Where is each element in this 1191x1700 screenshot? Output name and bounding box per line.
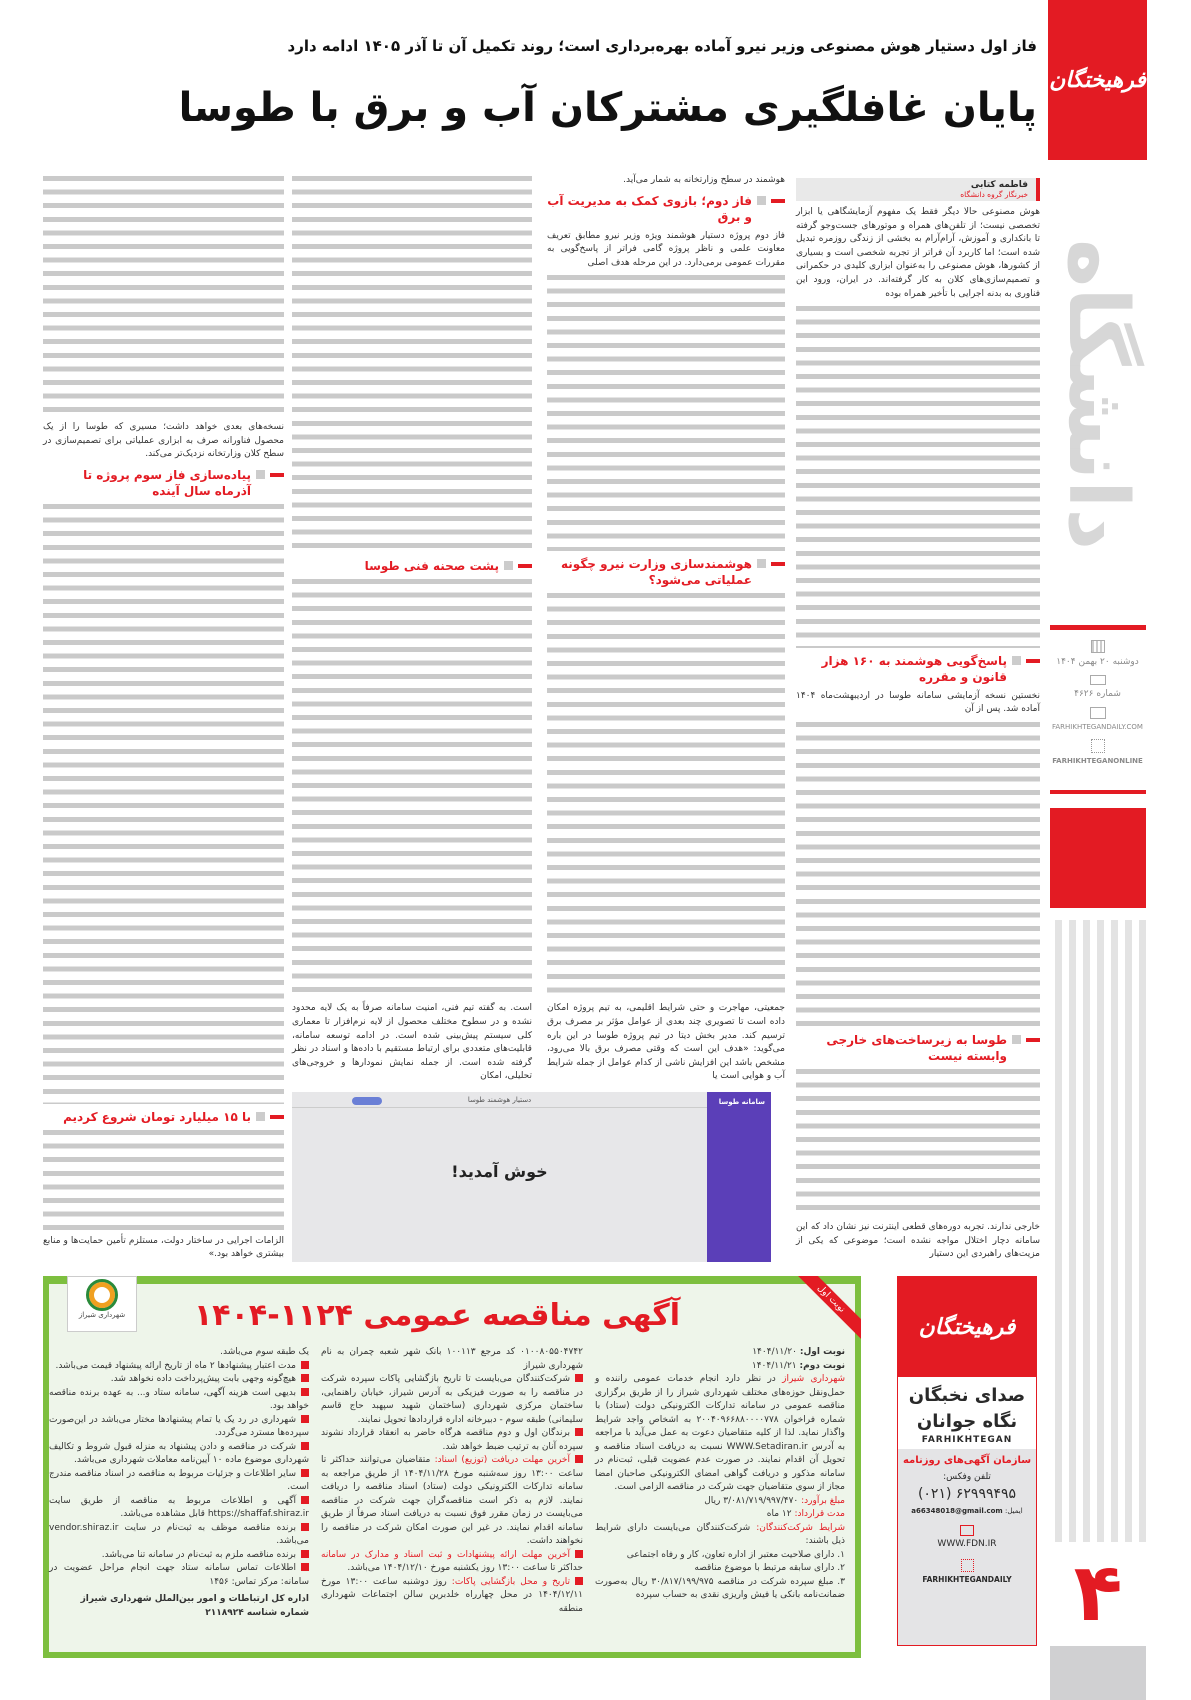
promo-website[interactable]: WWW.FDN.IR: [937, 1539, 997, 1549]
ad-list-item: شرکت در مناقصه و دادن پیشنهاد به منزله قبول شروط و تکالیف شهرداری موضوع ماده ۱۰ آیین‌نامه معاملات شهرداری می‌باشد.: [49, 1441, 309, 1468]
issue-date: دوشنبه ۲۰ بهمن ۱۴۰۴: [1056, 657, 1139, 667]
newspaper-icon: [1090, 675, 1106, 685]
kicker: فاز اول دستیار هوش مصنوعی وزیر نیرو آماده بهره‌برداری است؛ روند تکمیل آن تا آذر ۱۴۰۵ ادامه دارد: [287, 37, 1037, 55]
divider: [1050, 790, 1146, 794]
page-number: ۴: [1073, 1546, 1123, 1639]
body-text-filler: [796, 1069, 1040, 1217]
ad-column-middle: ۰۱۰۰۸۰۵۵۰۴۷۴۲ کد مرجع ۱۰۰۱۱۳ بانک شهر شعبه چمران به نام شهرداری شیراز شرکت‌کنندگان می‌بایست تا تاریخ بازگشایی پاکات سپرده شرکت در مناقصه را به صورت فیزیکی به آدرس شیراز، خیابان راهنمایی، ساختمان مرکزی شهرداری (ساختمان شهید سپهبد حاج قاسم سلیمانی) طبقه سوم - دبیرخانه اداره قراردادها تحویل نمایند. برندگان اول و دوم مناقصه هرگاه حاضر به انعقاد قرارداد نشوند سپرده آنان به ترتیب ضبط خواهد شد. آخرین مهلت دریافت (توزیع) اسناد: متقاضیان می‌توانند حداکثر تا ساعت ۱۳:۰۰ روز سه‌شنبه مورخ ۱۴۰۴/۱۱/۲۸ از طریق مراجعه به سامانه تدارکات الکترونیکی دولت (ستاد) اسناد مناقصه را دریافت نمایند. لازم به ذکر است مناقصه‌گران جهت شرکت در مناقصه می‌بایست در زمان مقرر فوق نسبت به دریافت اسناد صرفاً از طریق سامانه اقدام نمایند. در غیر این صورت امکان شرکت در مناقصه را نخواهند داشت. آخرین مهلت ارائه پیشنهادات و ثبت اسناد و مدارک در سامانه حداکثر تا ساعت ۱۳:۰۰ روز یکشنبه مورخ ۱۴۰۴/۱۲/۱۰ می‌باشد. تاریخ و محل بازگشایی پاکات: روز دوشنبه ساعت ۱۳:۰۰ مورخ ۱۴۰۴/۱۲/۱۱ در محل چهارراه خلدبرین سالن اجتماعات شهرداری منطقه: [321, 1346, 583, 1620]
column-d: [43, 176, 284, 1262]
social-icon: [961, 1559, 974, 1572]
ad-list-item: مدت اعتبار پیشنهادها ۲ ماه از تاریخ ارائه پیشنهاد قیمت می‌باشد.: [49, 1360, 309, 1374]
app-sidebar: سامانه طوسا: [707, 1092, 771, 1262]
ad-list-item: برنده مناقصه ملزم به ثبت‌نام در سامانه تنا می‌باشد.: [49, 1549, 309, 1563]
subheading: با ۱۵ میلیارد تومان شروع کردیم: [43, 1109, 284, 1125]
headline: پایان غافلگیری مشترکان آب و برق با طوسا: [178, 85, 1037, 131]
shiraz-municipality-logo: شهرداری شیراز: [67, 1276, 137, 1332]
ad-list-item: هیچ‌گونه وجهی بابت پیش‌پرداخت داده نخواهد شد.: [49, 1373, 309, 1387]
subheading: پاسخ‌گویی هوشمند به ۱۶۰ هزار قانون و مقرره: [796, 653, 1040, 685]
body-text: فاز دوم پروژه دستیار هوشمند ویژه وزیر نیرو مطابق تعریف معاونت علمی و ناظر پروژه گامی فراتر از پاسخ‌گویی به مقررات عمومی برمی‌دارد. در این مرحله هدف اصلی: [547, 230, 785, 268]
decorative-pattern: [1050, 920, 1146, 1542]
body-text: نخستین نسخه آزمایشی سامانه طوسا در اردیبهشت‌ماه ۱۴۰۴ آماده شد. پس از آن: [796, 690, 1040, 715]
body-text: است. به گفته تیم فنی، امنیت سامانه صرفاً به یک لایه محدود نشده و در سطوح مختلف محصول از لایه نرم‌افزار تا معماری کلی سیستم پیش‌بینی شده است. در ادامه توسعه سامانه، قابلیت‌های متعددی برای ارتباط مستقیم با داده‌ها و اسناد در نظر گرفته شده است. از جمله نمایش نمودارها و خروجی‌های تحلیلی، امکان: [292, 1003, 532, 1082]
ad-list-item: آگهی و اطلاعات مربوط به مناقصه از طریق سایت https://shaffaf.shiraz.ir قابل مشاهده می‌باشد.: [49, 1495, 309, 1522]
body-text: خارجی ندارند. تجربه دوره‌های قطعی اینترنت نیز نشان داد که این سامانه دچار اختلال مواجه نشده است؛ موضوعی که یکی از مزیت‌های راهبردی این دستیار: [796, 1222, 1040, 1260]
body-text-filler: [43, 504, 284, 1104]
column-b: [547, 174, 785, 1084]
divider: [1050, 625, 1146, 630]
photo-button: [352, 1097, 382, 1105]
promo-box: فرهیختگان صدای نخبگان نگاه جوانان FARHIKHTEGAN سازمان آگهی‌های روزنامه تلفن وفکس: (۰۲۱) ۶۲۹۹۹۴۹۵ ایمیل: a66348018@gmail.com WWW.FDN.IR FARHIKHTEGANDAILY: [897, 1276, 1037, 1646]
article-photo: [292, 1092, 771, 1262]
body-text-filler: [43, 1130, 284, 1230]
body-text-filler: [547, 593, 785, 997]
issue-info: [1048, 640, 1147, 765]
ad-list-item: اطلاعات تماس سامانه ستاد جهت انجام مراحل عضویت در سامانه: مرکز تماس: ۱۴۵۶: [49, 1562, 309, 1589]
phone-number: (۰۲۱) ۶۲۹۹۹۴۹۵: [917, 1486, 1017, 1502]
body-text: هوشمند در سطح وزارتخانه به شمار می‌آید.: [623, 175, 785, 185]
website-link[interactable]: FARHIKHTEGANDAILY.COM: [1052, 723, 1143, 731]
welcome-text: خوش آمدید!: [451, 1162, 548, 1181]
issue-number: شماره ۴۶۲۶: [1074, 689, 1121, 699]
tender-advertisement: [43, 1276, 861, 1658]
body-text: جمعیتی، مهاجرت و حتی شرایط اقلیمی، به تیم پروژه امکان داده است تا تصویری چند بعدی از عوامل مؤثر بر مصرف برق ترسیم کند. مدیر بخش دیتا در تیم پروژه طوسا در این باره می‌گوید: «هدف این است که وقتی مصرف برق بالا می‌رود، مشخص باشد این افزایش ناشی از کدام عوامل از جمله شرایط آب و هوایی است یا: [547, 1003, 785, 1082]
body-text-filler: [796, 722, 1040, 1027]
ad-list-item: سایر اطلاعات و جزئیات مربوط به مناقصه در اسناد مناقصه مندرج است.: [49, 1468, 309, 1495]
gray-block: [1050, 1646, 1146, 1700]
ad-list-item: بدیهی است هزینه آگهی، سامانه ستاد و... به عهده برنده مناقصه خواهد بود.: [49, 1387, 309, 1414]
web-icon: [1090, 707, 1106, 719]
body-text-filler: [292, 176, 532, 553]
social-handle: FARHIKHTEGANONLINE: [1052, 757, 1143, 765]
subheading: فاز دوم؛ بازوی کمک به مدیریت آب و برق: [547, 193, 785, 225]
lead-paragraph: هوش مصنوعی حالا دیگر فقط یک مفهوم آزمایشگاهی یا ابزار تخصصی نیست؛ از تلفن‌های همراه و موتورهای جست‌وجو گرفته تا بانکداری و آموزش، آرام‌آرام به بخشی از زندگی روزمره تبدیل شده است؛ اما کاربرد آن فراتر از تجربه شخصی است و بسیاری از کشورها، هوش مصنوعی را به‌عنوان ابزاری کلیدی در حکمرانی و تصمیم‌سازی‌های کلان به کار گرفته‌اند. در ایران، ورود این فناوری به بدنه اجرایی با تأخیر همراه بوده: [796, 207, 1040, 299]
screen-title: دستیار هوشمند طوسا: [292, 1092, 707, 1108]
author-name: فاطمه کتابی: [970, 180, 1028, 190]
red-block: [1050, 808, 1146, 908]
ad-column-left: یک طبقه سوم می‌باشد. مدت اعتبار پیشنهادها ۲ ماه از تاریخ ارائه پیشنهاد قیمت می‌باشد. هیچ‌گونه وجهی بابت پیش‌پرداخت داده نخواهد شد. بدیهی است هزینه آگهی، سامانه ستاد و... به عهده برنده مناقصه خواهد بود. شهرداری در رد یک یا تمام پیشنهادها مختار می‌باشد در این‌صورت سپرده‌ها مسترد می‌گردد. شرکت در مناقصه و دادن پیشنهاد به منزله قبول شروط و تکالیف شهرداری موضوع ماده ۱۰ آیین‌نامه معاملات شهرداری می‌باشد. سایر اطلاعات و جزئیات مربوط به مناقصه در اسناد مناقصه مندرج است. آگهی و اطلاعات مربوط به مناقصه از طریق سایت https://shaffaf.shiraz.ir قابل مشاهده می‌باشد. برنده مناقصه موظف به ثبت‌نام در سایت vendor.shiraz.ir می‌باشد. برنده مناقصه ملزم به ثبت‌نام در سامانه تنا می‌باشد. اطلاعات تماس سامانه ستاد جهت انجام مراحل عضویت در سامانه: مرکز تماس: ۱۴۵۶ اداره کل ارتباطات و امور بین‌الملل شهرداری شیراز شماره شناسه ۲۱۱۸۹۲۴: [49, 1347, 309, 1618]
subheading: پشت صحنه فنی طوسا: [292, 558, 532, 574]
email-link[interactable]: a66348018@gmail.com: [911, 1507, 1003, 1515]
body-text: الزامات اجرایی در ساختار دولت، مستلزم تأمین حمایت‌ها و منابع بیشتری خواهد بود.»: [43, 1235, 284, 1260]
author-role: خبرنگار گروه دانشگاه: [960, 190, 1028, 199]
promo-logo: فرهیختگان: [898, 1277, 1036, 1377]
newspaper-logo: فرهیختگان: [1048, 0, 1147, 160]
subheading: طوسا به زیرساخت‌های خارجی وابسته نیست: [796, 1032, 1040, 1064]
body-text: نسخه‌های بعدی خواهد داشت؛ مسیری که طوسا را از یک محصول فناورانه صرف به ابزاری عملیاتی برای تصمیم‌سازی در سطح کلان وزارتخانه نزدیک‌تر می‌کند.: [43, 422, 284, 460]
calendar-icon: [1091, 640, 1105, 653]
subheading: پیاده‌سازی فاز سوم پروژه تا آذرماه سال آینده: [43, 467, 284, 499]
section-title: دانشگاه: [1050, 239, 1145, 551]
body-text-filler: [292, 579, 532, 998]
column-a: [796, 178, 1040, 1262]
ad-list-item: برنده مناقصه موظف به ثبت‌نام در سایت vendor.shiraz.ir می‌باشد.: [49, 1522, 309, 1549]
body-text-filler: [547, 275, 785, 551]
ad-list-item: شهرداری در رد یک یا تمام پیشنهادها مختار می‌باشد در این‌صورت سپرده‌ها مسترد می‌گردد.: [49, 1414, 309, 1441]
ad-title: آگهی مناقصه عمومی ۱۱۲۴-۱۴۰۴: [194, 1298, 680, 1333]
body-text-filler: [796, 306, 1040, 648]
byline: [796, 178, 1040, 201]
body-text-filler: [43, 176, 284, 416]
column-c: [292, 176, 532, 1084]
social-icon: [1091, 739, 1105, 753]
ribbon: نوبت اول: [791, 1276, 861, 1346]
ad-column-right: نوبت اول: ۱۴۰۴/۱۱/۲۰ نوبت دوم: ۱۴۰۴/۱۱/۲۱ شهرداری شیراز در نظر دارد انجام خدمات عمومی راننده و حمل‌ونقل حوزه‌های مختلف شهرداری شیراز را از طریق برگزاری مناقصه عمومی در سامانه تدارکات الکترونیکی دولت (ستاد) با شماره فراخوان ۲۰۰۴۰۹۶۶۸۸۰۰۰۰۷۷۸ به اشخاص واجد شرایط واگذار نماید. لذا از کلیه متقاضیان دعوت به عمل می‌آید با مراجعه به آدرس WWW.Setadiran.ir نسبت به دریافت اسناد مناقصه و تحویل آن اقدام نمایند. در صورت عدم عضویت قبلی، ثبت‌نام در سامانه مذکور و دریافت گواهی امضای الکترونیکی صاحبان امضا مجاز از سوی متقاضیان جهت شرکت در مناقصه الزامی است. مبلغ برآورد: ۳/۰۸۱/۷۱۹/۹۹۷/۴۷۰ ریال مدت قرارداد: ۱۲ ماه شرایط شرکت‌کنندگان: شرکت‌کنندگان می‌بایست دارای شرایط ذیل باشند: ۱. دارای صلاحیت معتبر از اداره تعاون، کار و رفاه اجتماعی ۲. دارای سابقه مرتبط با موضوع مناقصه ۳. مبلغ سپرده شرکت در مناقصه ۳۰/۸۱۷/۱۹۹/۹۷۵ ریال به‌صورت ضمانت‌نامه بانکی یا فیش واریزی نقدی به حساب سپرده: [595, 1347, 846, 1600]
web-icon: [960, 1525, 974, 1536]
subheading: هوشمندسازی وزارت نیرو چگونه عملیاتی می‌شود؟: [547, 556, 785, 588]
